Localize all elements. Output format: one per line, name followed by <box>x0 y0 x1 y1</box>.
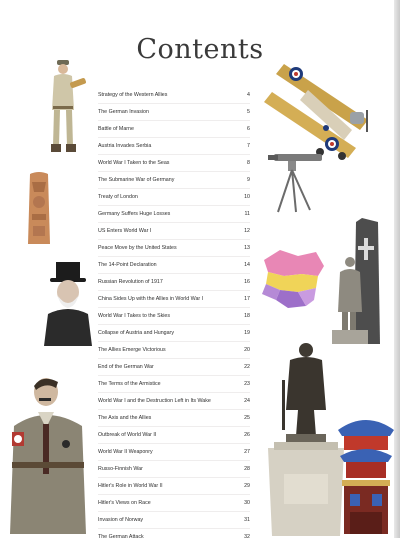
soldier-illustration <box>40 58 88 158</box>
biplane-illustration <box>256 56 392 164</box>
pagoda-illustration <box>338 410 394 534</box>
toc-entry-page-number: 18 <box>244 313 250 319</box>
toc-entry <box>98 342 250 359</box>
toc-entry <box>98 87 250 104</box>
toc-entry <box>98 444 250 461</box>
toc-entry <box>98 393 250 410</box>
war-memorial-illustration <box>332 216 392 344</box>
toc-entry-page-number: 4 <box>247 92 250 98</box>
map-illustration <box>258 246 328 310</box>
toc-entry-title: Russo-Finnish War <box>98 466 143 472</box>
toc-entry-page-number: 14 <box>244 262 250 268</box>
toc-entry <box>98 121 250 138</box>
toc-entry-title: The Axis and the Allies <box>98 415 152 421</box>
toc-entry-page-number: 10 <box>244 194 250 200</box>
toc-entry-title: Peace Move by the United States <box>98 245 177 251</box>
toc-entry-page-number: 25 <box>244 415 250 421</box>
toc-entry-title: Hitler's Views on Race <box>98 500 151 506</box>
table-of-contents <box>98 87 250 538</box>
toc-entry <box>98 529 250 538</box>
toc-entry <box>98 104 250 121</box>
toc-entry <box>98 274 250 291</box>
toc-entry-page-number: 24 <box>244 398 250 404</box>
toc-entry-title: Treaty of London <box>98 194 138 200</box>
toc-entry-title: The Terms of the Armistice <box>98 381 161 387</box>
toc-entry-page-number: 30 <box>244 500 250 506</box>
toc-entry-page-number: 12 <box>244 228 250 234</box>
toc-entry-title: The Allies Emerge Victorious <box>98 347 166 353</box>
toc-entry-title: Austria Invades Serbia <box>98 143 152 149</box>
toc-entry-title: The Submarine War of Germany <box>98 177 175 183</box>
toc-entry-page-number: 19 <box>244 330 250 336</box>
toc-entry-page-number: 22 <box>244 364 250 370</box>
page-title: Contents <box>136 34 264 65</box>
toc-entry <box>98 240 250 257</box>
toc-entry-title: Strategy of the Western Allies <box>98 92 168 98</box>
toc-entry <box>98 138 250 155</box>
toc-entry <box>98 308 250 325</box>
toc-entry-page-number: 13 <box>244 245 250 251</box>
toc-entry-title: World War I Takes to the Skies <box>98 313 171 319</box>
toc-entry-title: Collapse of Austria and Hungary <box>98 330 174 336</box>
toc-entry-title: The German Invasion <box>98 109 149 115</box>
toc-entry <box>98 325 250 342</box>
toc-entry-title: US Enters World War I <box>98 228 152 234</box>
toc-entry <box>98 291 250 308</box>
toc-entry <box>98 427 250 444</box>
toc-entry <box>98 410 250 427</box>
toc-entry-title: The German Attack <box>98 534 144 538</box>
toc-entry <box>98 172 250 189</box>
toc-entry-page-number: 7 <box>247 143 250 149</box>
toc-entry <box>98 257 250 274</box>
toc-entry-title: Hitler's Role in World War II <box>98 483 163 489</box>
top-hat-portrait-illustration <box>40 262 96 346</box>
toc-entry-title: Outbreak of World War II <box>98 432 157 438</box>
toc-entry-title: Germany Suffers Huge Losses <box>98 211 171 217</box>
toc-entry-title: Russian Revolution of 1917 <box>98 279 163 285</box>
toc-entry-title: China Sides Up with the Allies in World War I <box>98 296 204 302</box>
toc-entry <box>98 223 250 240</box>
page-binding-shadow <box>394 0 400 538</box>
toc-entry-page-number: 32 <box>244 534 250 538</box>
toc-entry-title: End of the German War <box>98 364 154 370</box>
toc-entry <box>98 461 250 478</box>
machine-gun-illustration <box>266 150 328 214</box>
toc-entry <box>98 495 250 512</box>
toc-entry-title: World War II Weaponry <box>98 449 153 455</box>
toc-entry-title: World War I Taken to the Seas <box>98 160 170 166</box>
toc-entry-title: Battle of Marne <box>98 126 134 132</box>
toc-entry-page-number: 6 <box>247 126 250 132</box>
toc-entry-page-number: 29 <box>244 483 250 489</box>
toc-entry-page-number: 27 <box>244 449 250 455</box>
toc-entry-page-number: 20 <box>244 347 250 353</box>
toc-entry <box>98 189 250 206</box>
carved-pillar-illustration <box>24 170 54 248</box>
military-portrait-illustration <box>6 372 90 534</box>
toc-entry-page-number: 23 <box>244 381 250 387</box>
toc-entry-title: Invasion of Norway <box>98 517 144 523</box>
toc-entry-page-number: 26 <box>244 432 250 438</box>
toc-entry-title: World War I and the Destruction Left in Its Wake <box>98 398 211 404</box>
toc-entry <box>98 359 250 376</box>
toc-entry <box>98 206 250 223</box>
toc-entry-page-number: 17 <box>244 296 250 302</box>
toc-entry <box>98 478 250 495</box>
toc-entry-title: The 14-Point Declaration <box>98 262 157 268</box>
toc-entry-page-number: 16 <box>244 279 250 285</box>
toc-entry <box>98 376 250 393</box>
toc-entry <box>98 512 250 529</box>
toc-entry-page-number: 31 <box>244 517 250 523</box>
bronze-statue-illustration <box>264 340 348 536</box>
toc-entry-page-number: 5 <box>247 109 250 115</box>
toc-entry-page-number: 8 <box>247 160 250 166</box>
toc-entry-page-number: 9 <box>247 177 250 183</box>
toc-entry-page-number: 28 <box>244 466 250 472</box>
toc-entry-page-number: 11 <box>244 211 250 217</box>
toc-entry <box>98 155 250 172</box>
